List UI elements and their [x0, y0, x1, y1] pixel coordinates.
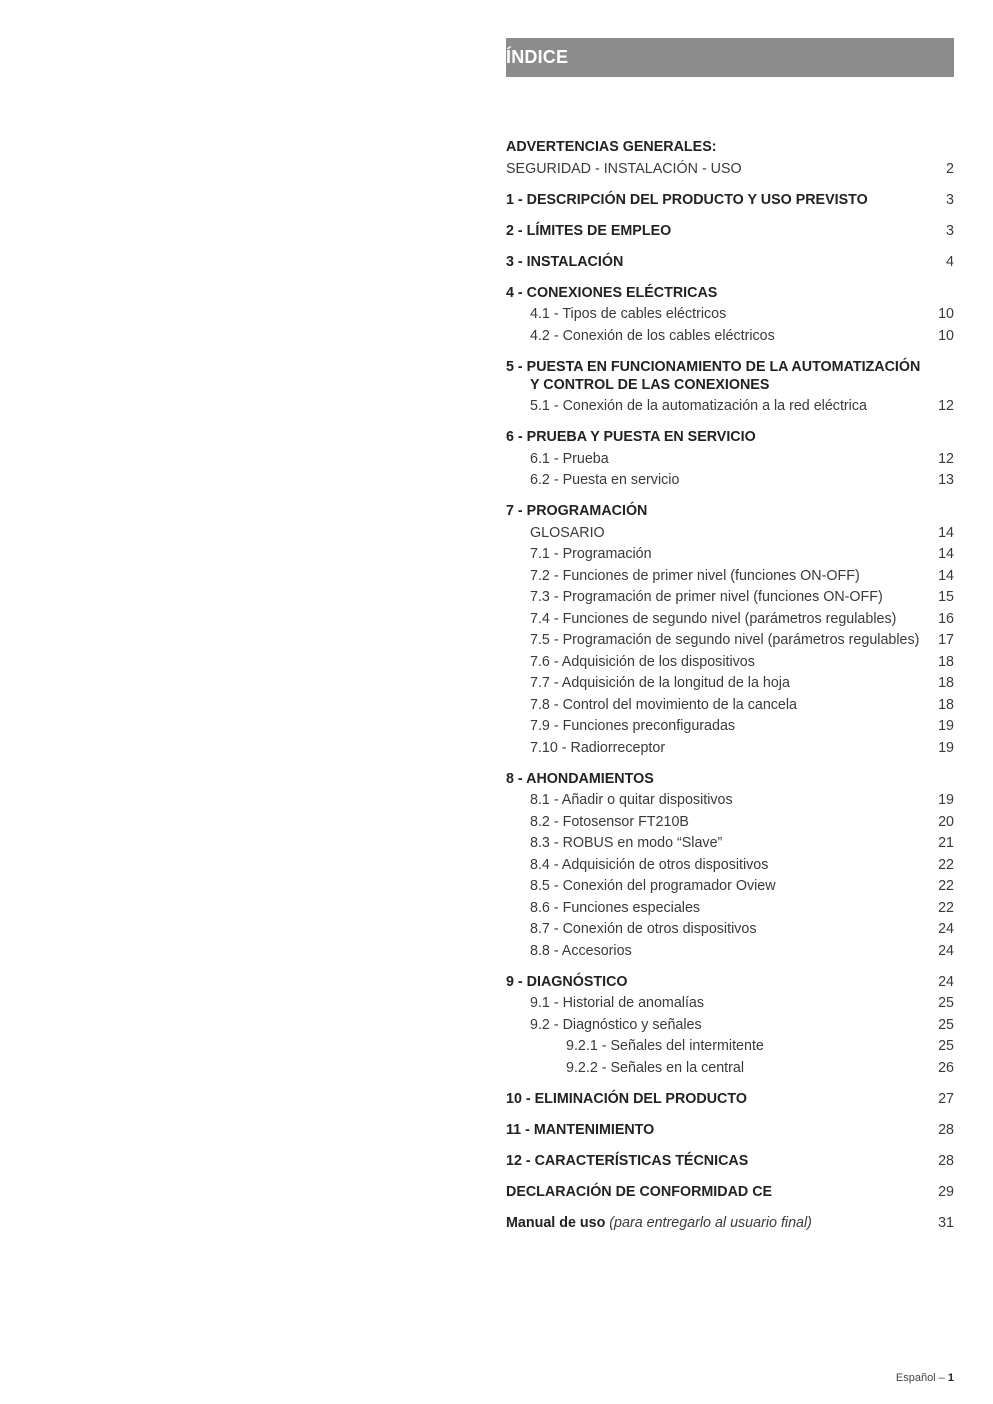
toc-entry-7-8[interactable]: 7.8 - Control del movimiento de la cancela 18: [530, 696, 954, 713]
toc-entry-7-5[interactable]: 7.5 - Programación de segundo nivel (parámetros regulables) 17: [530, 632, 954, 648]
toc-entry-7-7[interactable]: 7.7 - Adquisición de la longitud de la hoja 18: [530, 675, 954, 691]
toc-entry-7-6[interactable]: 7.6 - Adquisición de los dispositivos 18: [530, 653, 954, 670]
toc-entry-8-1[interactable]: 8.1 - Añadir o quitar dispositivos 19: [530, 792, 954, 808]
page-number: 29: [938, 1183, 954, 1200]
page-number: 24: [938, 921, 954, 937]
toc-entry-section-11[interactable]: 11 - MANTENIMIENTO 28: [506, 1121, 954, 1138]
page-number: 16: [938, 610, 954, 627]
page-number: 27: [938, 1090, 954, 1107]
page-number: 3: [946, 222, 954, 239]
toc-entry-5-1[interactable]: 5.1 - Conexión de la automatización a la red eléctrica 12: [530, 398, 954, 414]
toc-entry-section-12[interactable]: 12 - CARACTERÍSTICAS TÉCNICAS 28: [506, 1152, 954, 1169]
page-number: 13: [938, 472, 954, 488]
toc-entry-8-4[interactable]: 8.4 - Adquisición de otros dispositivos 22: [530, 856, 954, 873]
table-of-contents: [506, 138, 954, 1232]
toc-entry-warnings[interactable]: ADVERTENCIAS GENERALES:: [506, 139, 717, 155]
page-number: 2: [946, 160, 954, 177]
page-number: 12: [938, 398, 954, 414]
page-number: 25: [938, 1016, 954, 1033]
toc-entry-declaration[interactable]: DECLARACIÓN DE CONFORMIDAD CE 29: [506, 1183, 954, 1200]
index-title: ÍNDICE: [506, 47, 569, 67]
toc-entry-8-7[interactable]: 8.7 - Conexión de otros dispositivos 24: [530, 921, 954, 937]
toc-entry-8-2[interactable]: 8.2 - Fotosensor FT210B 20: [530, 813, 954, 830]
page-number: 19: [938, 792, 954, 808]
toc-entry-section-8[interactable]: 8 - AHONDAMIENTOS: [506, 770, 654, 787]
toc-entry-7-glossary[interactable]: GLOSARIO 14: [530, 524, 954, 541]
page-number: 14: [938, 567, 954, 584]
toc-entry-section-10[interactable]: 10 - ELIMINACIÓN DEL PRODUCTO 27: [506, 1090, 954, 1107]
toc-entry-section-9[interactable]: 9 - DIAGNÓSTICO 24: [506, 973, 954, 990]
page-number: 18: [938, 675, 954, 691]
page-number: 10: [938, 306, 954, 322]
toc-entry-6-2[interactable]: 6.2 - Puesta en servicio 13: [530, 472, 954, 488]
footer-page-number: 1: [947, 1372, 954, 1384]
page-number: 20: [938, 813, 954, 830]
index-header-bar: [506, 38, 954, 77]
page-number: 26: [938, 1059, 954, 1076]
toc-entry-9-2-1[interactable]: 9.2.1 - Señales del intermitente 25: [566, 1038, 954, 1054]
toc-entry-7-3[interactable]: 7.3 - Programación de primer nivel (funciones ON-OFF) 15: [530, 589, 954, 605]
page-number: 10: [938, 327, 954, 344]
page-number: 24: [938, 973, 954, 990]
toc-entry-8-3[interactable]: 8.3 - ROBUS en modo “Slave” 21: [530, 835, 954, 851]
page-number: 14: [938, 524, 954, 541]
page-footer: [896, 1372, 954, 1384]
page-number: 14: [938, 546, 954, 562]
toc-entry-section-2[interactable]: 2 - LÍMITES DE EMPLEO 3: [506, 222, 954, 239]
page-number: 24: [938, 942, 954, 959]
toc-entry-section-6[interactable]: 6 - PRUEBA Y PUESTA EN SERVICIO: [506, 429, 756, 445]
page-number: 18: [938, 653, 954, 670]
page-number: 22: [938, 856, 954, 873]
toc-entry-6-1[interactable]: 6.1 - Prueba 12: [530, 450, 954, 467]
toc-entry-7-1[interactable]: 7.1 - Programación 14: [530, 546, 954, 562]
toc-entry-8-8[interactable]: 8.8 - Accesorios 24: [530, 942, 954, 959]
page-number: 31: [938, 1214, 954, 1231]
page-number: 19: [938, 739, 954, 756]
toc-entry-7-4[interactable]: 7.4 - Funciones de segundo nivel (parámetros regulables) 16: [530, 610, 954, 627]
toc-entry-warnings-sub[interactable]: SEGURIDAD - INSTALACIÓN - USO 2: [506, 160, 954, 177]
toc-entry-section-7[interactable]: 7 - PROGRAMACIÓN: [506, 503, 648, 519]
toc-entry-7-10[interactable]: 7.10 - Radiorreceptor 19: [530, 739, 954, 756]
page-number: 19: [938, 718, 954, 734]
manual-title: Manual de uso: [506, 1214, 606, 1231]
page-number: 17: [938, 632, 954, 648]
page-number: 28: [938, 1152, 954, 1169]
toc-entry-7-2[interactable]: 7.2 - Funciones de primer nivel (funciones ON-OFF) 14: [530, 567, 954, 584]
toc-entry-9-2[interactable]: 9.2 - Diagnóstico y señales 25: [530, 1016, 954, 1033]
manual-note: (para entregarlo al usuario final): [609, 1214, 812, 1231]
page-number: 25: [938, 995, 954, 1011]
toc-entry-section-5[interactable]: 5 - PUESTA EN FUNCIONAMIENTO DE LA AUTOMATIZACIÓN Y CONTROL DE LAS CONEXIONES: [506, 358, 921, 393]
toc-entry-section-1[interactable]: 1 - DESCRIPCIÓN DEL PRODUCTO Y USO PREVISTO 3: [506, 191, 954, 208]
page-number: 18: [938, 696, 954, 713]
page-number: 4: [946, 253, 954, 270]
page-number: 22: [938, 878, 954, 894]
toc-entry-9-1[interactable]: 9.1 - Historial de anomalías 25: [530, 995, 954, 1011]
page-number: 28: [938, 1121, 954, 1138]
toc-entry-7-9[interactable]: 7.9 - Funciones preconfiguradas 19: [530, 718, 954, 734]
page-number: 12: [938, 450, 954, 467]
page-number: 3: [946, 191, 954, 208]
page-number: 15: [938, 589, 954, 605]
toc-entry-8-5[interactable]: 8.5 - Conexión del programador Oview 22: [530, 878, 954, 894]
page-number: 25: [938, 1038, 954, 1054]
page-number: 22: [938, 899, 954, 916]
toc-entry-section-4[interactable]: 4 - CONEXIONES ELÉCTRICAS: [506, 284, 718, 301]
toc-entry-8-6[interactable]: 8.6 - Funciones especiales 22: [530, 899, 954, 916]
toc-entry-9-2-2[interactable]: 9.2.2 - Señales en la central 26: [566, 1059, 954, 1076]
toc-entry-4-2[interactable]: 4.2 - Conexión de los cables eléctricos 10: [530, 327, 954, 344]
footer-language: Español –: [895, 1372, 945, 1384]
toc-entry-4-1[interactable]: 4.1 - Tipos de cables eléctricos 10: [530, 306, 954, 322]
page-number: 21: [938, 835, 954, 851]
toc-entry-user-manual[interactable]: [506, 1214, 954, 1232]
toc-entry-section-3[interactable]: 3 - INSTALACIÓN 4: [506, 253, 954, 270]
